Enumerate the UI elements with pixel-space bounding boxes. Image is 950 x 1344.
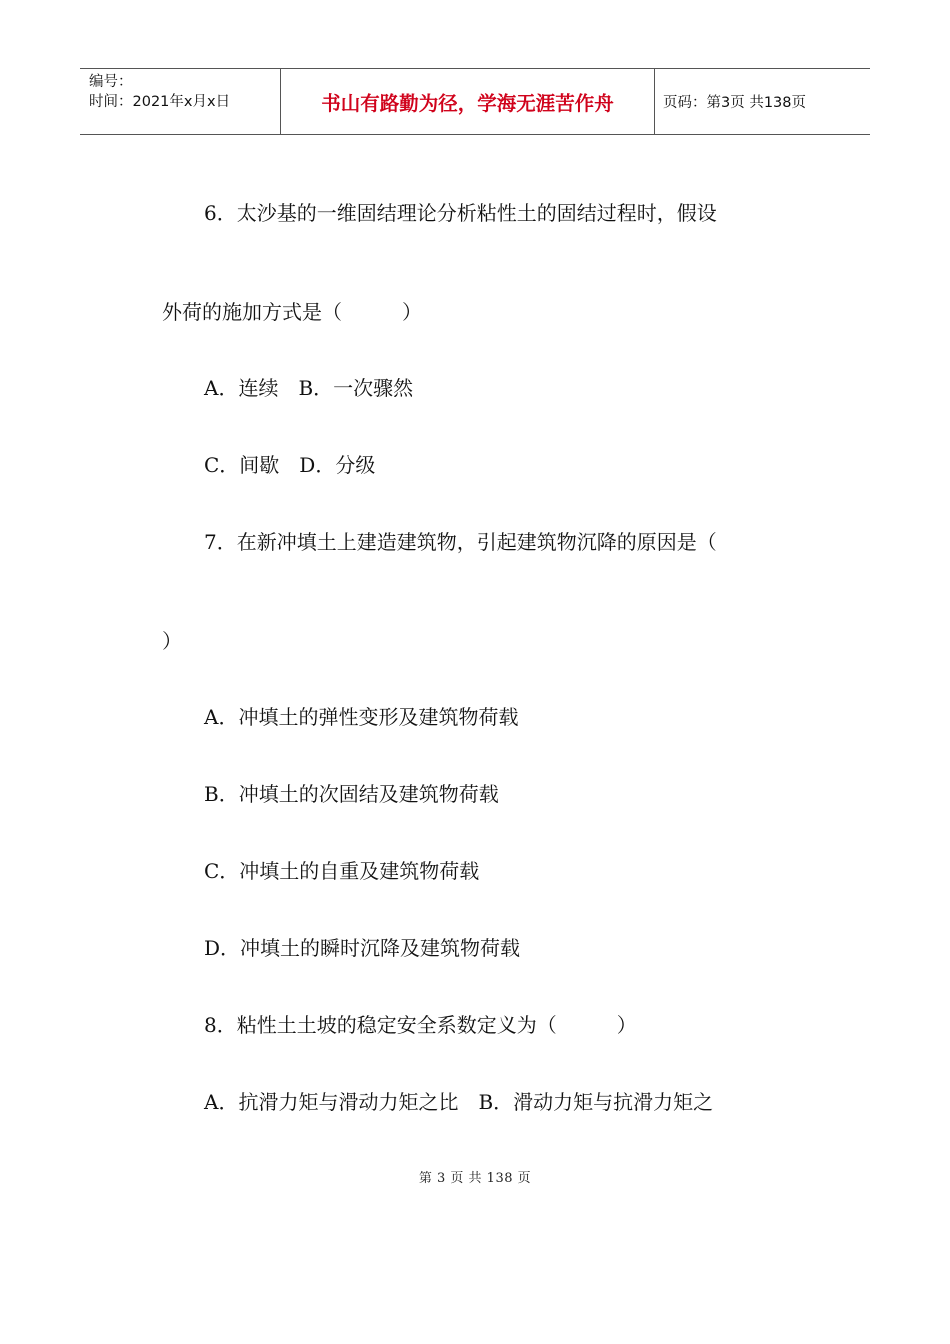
question-8-line-1: 8．粘性土土坡的稳定安全系数定义为（ ） xyxy=(204,1013,637,1037)
header-motto: 书山有路勤为径，学海无涯苦作舟 xyxy=(281,69,655,134)
header-page-info: 页码：第3页 共138页 xyxy=(663,95,807,111)
question-7-line-1: 7．在新冲填土上建造建筑物，引起建筑物沉降的原因是（ xyxy=(204,530,717,554)
question-6-line-2: 外荷的施加方式是（ ） xyxy=(162,300,422,324)
question-6-line-1: 6．太沙基的一维固结理论分析粘性土的固结过程时，假设 xyxy=(204,201,717,225)
question-7-option-d: D．冲填土的瞬时沉降及建筑物荷载 xyxy=(204,936,521,960)
question-7-option-a: A．冲填土的弹性变形及建筑物荷载 xyxy=(204,705,519,729)
question-8-options-ab: A．抗滑力矩与滑动力矩之比 B．滑动力矩与抗滑力矩之 xyxy=(204,1090,714,1114)
header-number-label: 编号： xyxy=(89,74,133,90)
page-header xyxy=(80,68,870,135)
question-7-option-b: B．冲填土的次固结及建筑物荷载 xyxy=(204,782,499,806)
question-6-options-ab: A．连续 B．一次骤然 xyxy=(204,376,414,400)
question-6-options-cd: C．间歇 D．分级 xyxy=(204,453,376,477)
header-time-label: 时间：2021年x月x日 xyxy=(89,94,231,110)
question-7-option-c: C．冲填土的自重及建筑物荷载 xyxy=(204,859,480,883)
question-7-line-2: ） xyxy=(162,629,182,653)
page-footer: 第 3 页 共 138 页 xyxy=(418,1171,532,1186)
header-meta xyxy=(80,69,281,134)
